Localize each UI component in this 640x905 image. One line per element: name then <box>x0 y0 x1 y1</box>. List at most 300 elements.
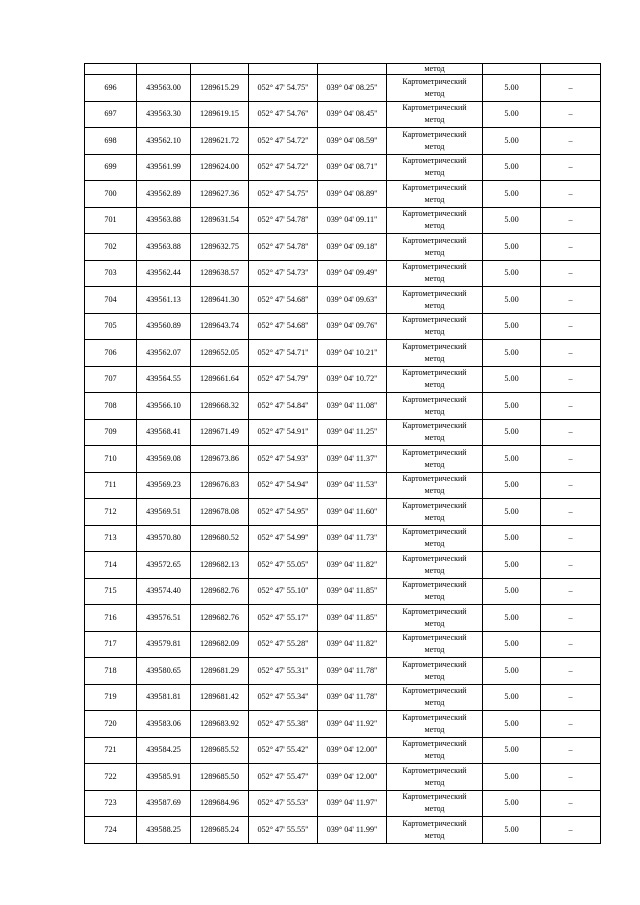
method-line1: Картометрический <box>402 76 467 86</box>
method-cell <box>387 207 483 234</box>
method-cell <box>387 366 483 393</box>
point-number-cell: 723 <box>85 790 137 817</box>
accuracy-cell: 5.00 <box>483 790 541 817</box>
table-cell <box>541 64 601 75</box>
latitude-cell: 052° 47' 54.71" <box>249 340 318 367</box>
y-coordinate-cell: 1289682.76 <box>191 578 249 605</box>
latitude-cell: 052° 47' 55.28" <box>249 631 318 658</box>
x-coordinate-cell: 439563.88 <box>137 234 191 261</box>
y-coordinate-cell: 1289621.72 <box>191 128 249 155</box>
point-number-cell: 709 <box>85 419 137 446</box>
accuracy-cell: 5.00 <box>483 419 541 446</box>
latitude-cell: 052° 47' 54.79" <box>249 366 318 393</box>
method-line1: Картометрический <box>402 818 467 828</box>
accuracy-cell: 5.00 <box>483 499 541 526</box>
method-cell <box>387 154 483 181</box>
x-coordinate-cell: 439570.80 <box>137 525 191 552</box>
y-coordinate-cell: 1289683.92 <box>191 711 249 738</box>
accuracy-cell: 5.00 <box>483 340 541 367</box>
method-cell <box>387 737 483 764</box>
point-number-cell: 716 <box>85 605 137 632</box>
x-coordinate-cell: 439562.07 <box>137 340 191 367</box>
longitude-cell: 039° 04' 08.89" <box>318 181 387 208</box>
longitude-cell: 039° 04' 11.97" <box>318 790 387 817</box>
y-coordinate-cell: 1289627.36 <box>191 181 249 208</box>
table-row <box>85 605 601 632</box>
table-row <box>85 525 601 552</box>
method-line1: Картометрический <box>402 659 467 669</box>
method-line2: метод <box>424 327 445 337</box>
x-coordinate-cell: 439562.10 <box>137 128 191 155</box>
longitude-cell: 039° 04' 09.49" <box>318 260 387 287</box>
method-line2: метод <box>424 830 445 840</box>
point-number-cell: 708 <box>85 393 137 420</box>
latitude-cell: 052° 47' 54.76" <box>249 101 318 128</box>
method-line1: Картометрический <box>402 633 467 643</box>
point-number-cell: 703 <box>85 260 137 287</box>
method-cell <box>387 658 483 685</box>
method-cell <box>387 75 483 102</box>
method-cell <box>387 684 483 711</box>
point-number-cell: 713 <box>85 525 137 552</box>
x-coordinate-cell: 439583.06 <box>137 711 191 738</box>
y-coordinate-cell: 1289681.42 <box>191 684 249 711</box>
note-cell: – <box>541 207 601 234</box>
method-line1: Картометрический <box>402 712 467 722</box>
method-line1: Картометрический <box>402 739 467 749</box>
table-row <box>85 181 601 208</box>
method-cell <box>387 631 483 658</box>
point-number-cell: 721 <box>85 737 137 764</box>
accuracy-cell: 5.00 <box>483 525 541 552</box>
y-coordinate-cell: 1289678.08 <box>191 499 249 526</box>
note-cell: – <box>541 181 601 208</box>
method-line2: метод <box>424 724 445 734</box>
method-line1: Картометрический <box>402 262 467 272</box>
point-number-cell: 724 <box>85 817 137 844</box>
y-coordinate-cell: 1289652.05 <box>191 340 249 367</box>
method-line2: метод <box>424 406 445 416</box>
y-coordinate-cell: 1289638.57 <box>191 260 249 287</box>
method-line1: Картометрический <box>402 368 467 378</box>
accuracy-cell: 5.00 <box>483 578 541 605</box>
accuracy-cell: 5.00 <box>483 234 541 261</box>
table-row <box>85 711 601 738</box>
method-cell <box>387 287 483 314</box>
accuracy-cell: 5.00 <box>483 313 541 340</box>
note-cell: – <box>541 631 601 658</box>
x-coordinate-cell: 439563.88 <box>137 207 191 234</box>
point-number-cell: 704 <box>85 287 137 314</box>
table-row <box>85 472 601 499</box>
y-coordinate-cell: 1289684.96 <box>191 790 249 817</box>
method-line2: метод <box>424 618 445 628</box>
method-line1: Картометрический <box>402 606 467 616</box>
method-line1: Картометрический <box>402 315 467 325</box>
table-row <box>85 737 601 764</box>
method-cell <box>387 472 483 499</box>
accuracy-cell: 5.00 <box>483 260 541 287</box>
method-line2: метод <box>424 804 445 814</box>
method-cell <box>387 101 483 128</box>
latitude-cell: 052° 47' 55.05" <box>249 552 318 579</box>
method-line2: метод <box>424 141 445 151</box>
method-line2: метод <box>424 380 445 390</box>
point-number-cell: 711 <box>85 472 137 499</box>
table-row <box>85 446 601 473</box>
y-coordinate-cell: 1289682.13 <box>191 552 249 579</box>
point-number-cell: 700 <box>85 181 137 208</box>
method-cell <box>387 340 483 367</box>
x-coordinate-cell: 439580.65 <box>137 658 191 685</box>
x-coordinate-cell: 439587.69 <box>137 790 191 817</box>
accuracy-cell: 5.00 <box>483 181 541 208</box>
method-line1: Картометрический <box>402 527 467 537</box>
note-cell: – <box>541 552 601 579</box>
table-row <box>85 366 601 393</box>
latitude-cell: 052° 47' 54.72" <box>249 154 318 181</box>
latitude-cell: 052° 47' 54.78" <box>249 207 318 234</box>
table-row <box>85 101 601 128</box>
x-coordinate-cell: 439560.89 <box>137 313 191 340</box>
accuracy-cell: 5.00 <box>483 101 541 128</box>
method-line2: метод <box>424 459 445 469</box>
latitude-cell: 052° 47' 54.78" <box>249 234 318 261</box>
longitude-cell: 039° 04' 09.11" <box>318 207 387 234</box>
point-number-cell: 722 <box>85 764 137 791</box>
x-coordinate-cell: 439564.55 <box>137 366 191 393</box>
note-cell: – <box>541 75 601 102</box>
x-coordinate-cell: 439585.91 <box>137 764 191 791</box>
table-row <box>85 817 601 844</box>
method-line1: Картометрический <box>402 580 467 590</box>
longitude-cell: 039° 04' 08.25" <box>318 75 387 102</box>
y-coordinate-cell: 1289682.76 <box>191 605 249 632</box>
y-coordinate-cell: 1289643.74 <box>191 313 249 340</box>
latitude-cell: 052° 47' 55.55" <box>249 817 318 844</box>
method-line2: метод <box>424 751 445 761</box>
accuracy-cell: 5.00 <box>483 154 541 181</box>
method-cell <box>387 181 483 208</box>
method-line1: Картометрический <box>402 235 467 245</box>
longitude-cell: 039° 04' 11.78" <box>318 658 387 685</box>
method-line1: Картометрический <box>402 421 467 431</box>
method-line2: метод <box>424 539 445 549</box>
note-cell: – <box>541 525 601 552</box>
table-cell <box>249 64 318 75</box>
method-line2: метод <box>424 512 445 522</box>
y-coordinate-cell: 1289685.24 <box>191 817 249 844</box>
latitude-cell: 052° 47' 54.68" <box>249 287 318 314</box>
note-cell: – <box>541 101 601 128</box>
accuracy-cell: 5.00 <box>483 737 541 764</box>
longitude-cell: 039° 04' 11.53" <box>318 472 387 499</box>
longitude-cell: 039° 04' 10.21" <box>318 340 387 367</box>
table-row <box>85 313 601 340</box>
method-cell <box>387 764 483 791</box>
accuracy-cell: 5.00 <box>483 207 541 234</box>
method-line1: Картометрический <box>402 394 467 404</box>
note-cell: – <box>541 578 601 605</box>
method-line1: Картометрический <box>402 686 467 696</box>
method-line1: Картометрический <box>402 209 467 219</box>
y-coordinate-cell: 1289624.00 <box>191 154 249 181</box>
method-line2: метод <box>424 353 445 363</box>
latitude-cell: 052° 47' 55.38" <box>249 711 318 738</box>
table-row <box>85 578 601 605</box>
latitude-cell: 052° 47' 54.73" <box>249 260 318 287</box>
method-line1: Картометрический <box>402 182 467 192</box>
table-row <box>85 764 601 791</box>
x-coordinate-cell: 439579.81 <box>137 631 191 658</box>
method-line2: метод <box>424 698 445 708</box>
method-line2: метод <box>424 168 445 178</box>
longitude-cell: 039° 04' 08.59" <box>318 128 387 155</box>
method-line1: Картометрический <box>402 341 467 351</box>
x-coordinate-cell: 439581.81 <box>137 684 191 711</box>
note-cell: – <box>541 366 601 393</box>
longitude-cell: 039° 04' 11.85" <box>318 578 387 605</box>
point-number-cell: 707 <box>85 366 137 393</box>
longitude-cell: 039° 04' 11.78" <box>318 684 387 711</box>
method-cell <box>387 446 483 473</box>
method-line2: метод <box>424 433 445 443</box>
note-cell: – <box>541 684 601 711</box>
method-line1: Картометрический <box>402 500 467 510</box>
accuracy-cell: 5.00 <box>483 472 541 499</box>
point-number-cell: 697 <box>85 101 137 128</box>
accuracy-cell: 5.00 <box>483 684 541 711</box>
x-coordinate-cell: 439574.40 <box>137 578 191 605</box>
method-line2: метод <box>424 777 445 787</box>
x-coordinate-cell: 439569.51 <box>137 499 191 526</box>
point-number-cell: 701 <box>85 207 137 234</box>
point-number-cell: 718 <box>85 658 137 685</box>
note-cell: – <box>541 605 601 632</box>
method-line1: Картометрический <box>402 447 467 457</box>
method-line2: метод <box>424 221 445 231</box>
table-cell <box>191 64 249 75</box>
method-line2: метод <box>424 247 445 257</box>
method-line2: метод <box>424 592 445 602</box>
method-cell <box>387 393 483 420</box>
table-row <box>85 790 601 817</box>
note-cell: – <box>541 287 601 314</box>
x-coordinate-cell: 439562.44 <box>137 260 191 287</box>
method-line2: метод <box>424 115 445 125</box>
x-coordinate-cell: 439569.08 <box>137 446 191 473</box>
point-number-cell: 698 <box>85 128 137 155</box>
accuracy-cell: 5.00 <box>483 711 541 738</box>
method-cell <box>387 525 483 552</box>
accuracy-cell: 5.00 <box>483 817 541 844</box>
method-line2: метод <box>424 274 445 284</box>
method-line2: метод <box>424 565 445 575</box>
y-coordinate-cell: 1289682.09 <box>191 631 249 658</box>
method-cell <box>387 313 483 340</box>
x-coordinate-cell: 439563.00 <box>137 75 191 102</box>
accuracy-cell: 5.00 <box>483 287 541 314</box>
longitude-cell: 039° 04' 11.85" <box>318 605 387 632</box>
table-cell <box>85 64 137 75</box>
point-number-cell: 719 <box>85 684 137 711</box>
longitude-cell: 039° 04' 09.63" <box>318 287 387 314</box>
latitude-cell: 052° 47' 55.10" <box>249 578 318 605</box>
method-line1: Картометрический <box>402 474 467 484</box>
table-cell <box>137 64 191 75</box>
longitude-cell: 039° 04' 11.99" <box>318 817 387 844</box>
latitude-cell: 052° 47' 55.31" <box>249 658 318 685</box>
y-coordinate-cell: 1289685.52 <box>191 737 249 764</box>
method-line1: Картометрический <box>402 103 467 113</box>
continued-method-cell: метод <box>387 64 483 75</box>
point-number-cell: 720 <box>85 711 137 738</box>
point-number-cell: 712 <box>85 499 137 526</box>
method-line2: метод <box>424 486 445 496</box>
x-coordinate-cell: 439568.41 <box>137 419 191 446</box>
method-line1: Картометрический <box>402 129 467 139</box>
x-coordinate-cell: 439569.23 <box>137 472 191 499</box>
method-cell <box>387 605 483 632</box>
x-coordinate-cell: 439572.65 <box>137 552 191 579</box>
method-line2: метод <box>424 194 445 204</box>
accuracy-cell: 5.00 <box>483 75 541 102</box>
coordinates-table <box>84 63 601 844</box>
y-coordinate-cell: 1289681.29 <box>191 658 249 685</box>
accuracy-cell: 5.00 <box>483 446 541 473</box>
y-coordinate-cell: 1289685.50 <box>191 764 249 791</box>
longitude-cell: 039° 04' 11.82" <box>318 552 387 579</box>
latitude-cell: 052° 47' 54.99" <box>249 525 318 552</box>
longitude-cell: 039° 04' 08.45" <box>318 101 387 128</box>
note-cell: – <box>541 234 601 261</box>
y-coordinate-cell: 1289661.64 <box>191 366 249 393</box>
accuracy-cell: 5.00 <box>483 605 541 632</box>
method-line1: Картометрический <box>402 553 467 563</box>
accuracy-cell: 5.00 <box>483 366 541 393</box>
note-cell: – <box>541 790 601 817</box>
note-cell: – <box>541 658 601 685</box>
latitude-cell: 052° 47' 54.72" <box>249 128 318 155</box>
latitude-cell: 052° 47' 55.53" <box>249 790 318 817</box>
x-coordinate-cell: 439561.99 <box>137 154 191 181</box>
point-number-cell: 715 <box>85 578 137 605</box>
method-line2: метод <box>424 671 445 681</box>
table-row <box>85 128 601 155</box>
table-row <box>85 75 601 102</box>
method-cell <box>387 578 483 605</box>
longitude-cell: 039° 04' 12.00" <box>318 737 387 764</box>
method-line1: Картометрический <box>402 792 467 802</box>
latitude-cell: 052° 47' 54.84" <box>249 393 318 420</box>
method-cell <box>387 499 483 526</box>
method-cell <box>387 260 483 287</box>
latitude-cell: 052° 47' 54.68" <box>249 313 318 340</box>
y-coordinate-cell: 1289676.83 <box>191 472 249 499</box>
longitude-cell: 039° 04' 11.08" <box>318 393 387 420</box>
latitude-cell: 052° 47' 55.34" <box>249 684 318 711</box>
note-cell: – <box>541 764 601 791</box>
table-row <box>85 207 601 234</box>
accuracy-cell: 5.00 <box>483 552 541 579</box>
point-number-cell: 702 <box>85 234 137 261</box>
point-number-cell: 705 <box>85 313 137 340</box>
accuracy-cell: 5.00 <box>483 631 541 658</box>
x-coordinate-cell: 439561.13 <box>137 287 191 314</box>
note-cell: – <box>541 472 601 499</box>
y-coordinate-cell: 1289680.52 <box>191 525 249 552</box>
longitude-cell: 039° 04' 11.73" <box>318 525 387 552</box>
longitude-cell: 039° 04' 10.72" <box>318 366 387 393</box>
table-row <box>85 552 601 579</box>
method-cell <box>387 817 483 844</box>
method-cell <box>387 552 483 579</box>
x-coordinate-cell: 439563.30 <box>137 101 191 128</box>
note-cell: – <box>541 446 601 473</box>
y-coordinate-cell: 1289619.15 <box>191 101 249 128</box>
x-coordinate-cell: 439584.25 <box>137 737 191 764</box>
point-number-cell: 699 <box>85 154 137 181</box>
note-cell: – <box>541 128 601 155</box>
table-row <box>85 658 601 685</box>
latitude-cell: 052° 47' 55.42" <box>249 737 318 764</box>
y-coordinate-cell: 1289615.29 <box>191 75 249 102</box>
table-cell <box>318 64 387 75</box>
note-cell: – <box>541 737 601 764</box>
latitude-cell: 052° 47' 54.75" <box>249 181 318 208</box>
y-coordinate-cell: 1289671.49 <box>191 419 249 446</box>
latitude-cell: 052° 47' 54.93" <box>249 446 318 473</box>
note-cell: – <box>541 260 601 287</box>
longitude-cell: 039° 04' 08.71" <box>318 154 387 181</box>
table-row <box>85 419 601 446</box>
note-cell: – <box>541 711 601 738</box>
table-row <box>85 287 601 314</box>
note-cell: – <box>541 393 601 420</box>
continued-row <box>85 64 601 75</box>
note-cell: – <box>541 499 601 526</box>
longitude-cell: 039° 04' 12.00" <box>318 764 387 791</box>
longitude-cell: 039° 04' 09.18" <box>318 234 387 261</box>
longitude-cell: 039° 04' 11.82" <box>318 631 387 658</box>
accuracy-cell: 5.00 <box>483 128 541 155</box>
latitude-cell: 052° 47' 54.95" <box>249 499 318 526</box>
point-number-cell: 714 <box>85 552 137 579</box>
table-row <box>85 393 601 420</box>
method-cell <box>387 419 483 446</box>
method-cell <box>387 790 483 817</box>
table-row <box>85 260 601 287</box>
note-cell: – <box>541 313 601 340</box>
x-coordinate-cell: 439566.10 <box>137 393 191 420</box>
y-coordinate-cell: 1289632.75 <box>191 234 249 261</box>
longitude-cell: 039° 04' 11.25" <box>318 419 387 446</box>
point-number-cell: 717 <box>85 631 137 658</box>
longitude-cell: 039° 04' 11.37" <box>318 446 387 473</box>
table-row <box>85 154 601 181</box>
longitude-cell: 039° 04' 11.92" <box>318 711 387 738</box>
accuracy-cell: 5.00 <box>483 658 541 685</box>
point-number-cell: 710 <box>85 446 137 473</box>
point-number-cell: 696 <box>85 75 137 102</box>
method-cell <box>387 234 483 261</box>
note-cell: – <box>541 419 601 446</box>
table-row <box>85 684 601 711</box>
y-coordinate-cell: 1289668.32 <box>191 393 249 420</box>
latitude-cell: 052° 47' 55.47" <box>249 764 318 791</box>
table-cell <box>483 64 541 75</box>
method-line1: Картометрический <box>402 156 467 166</box>
